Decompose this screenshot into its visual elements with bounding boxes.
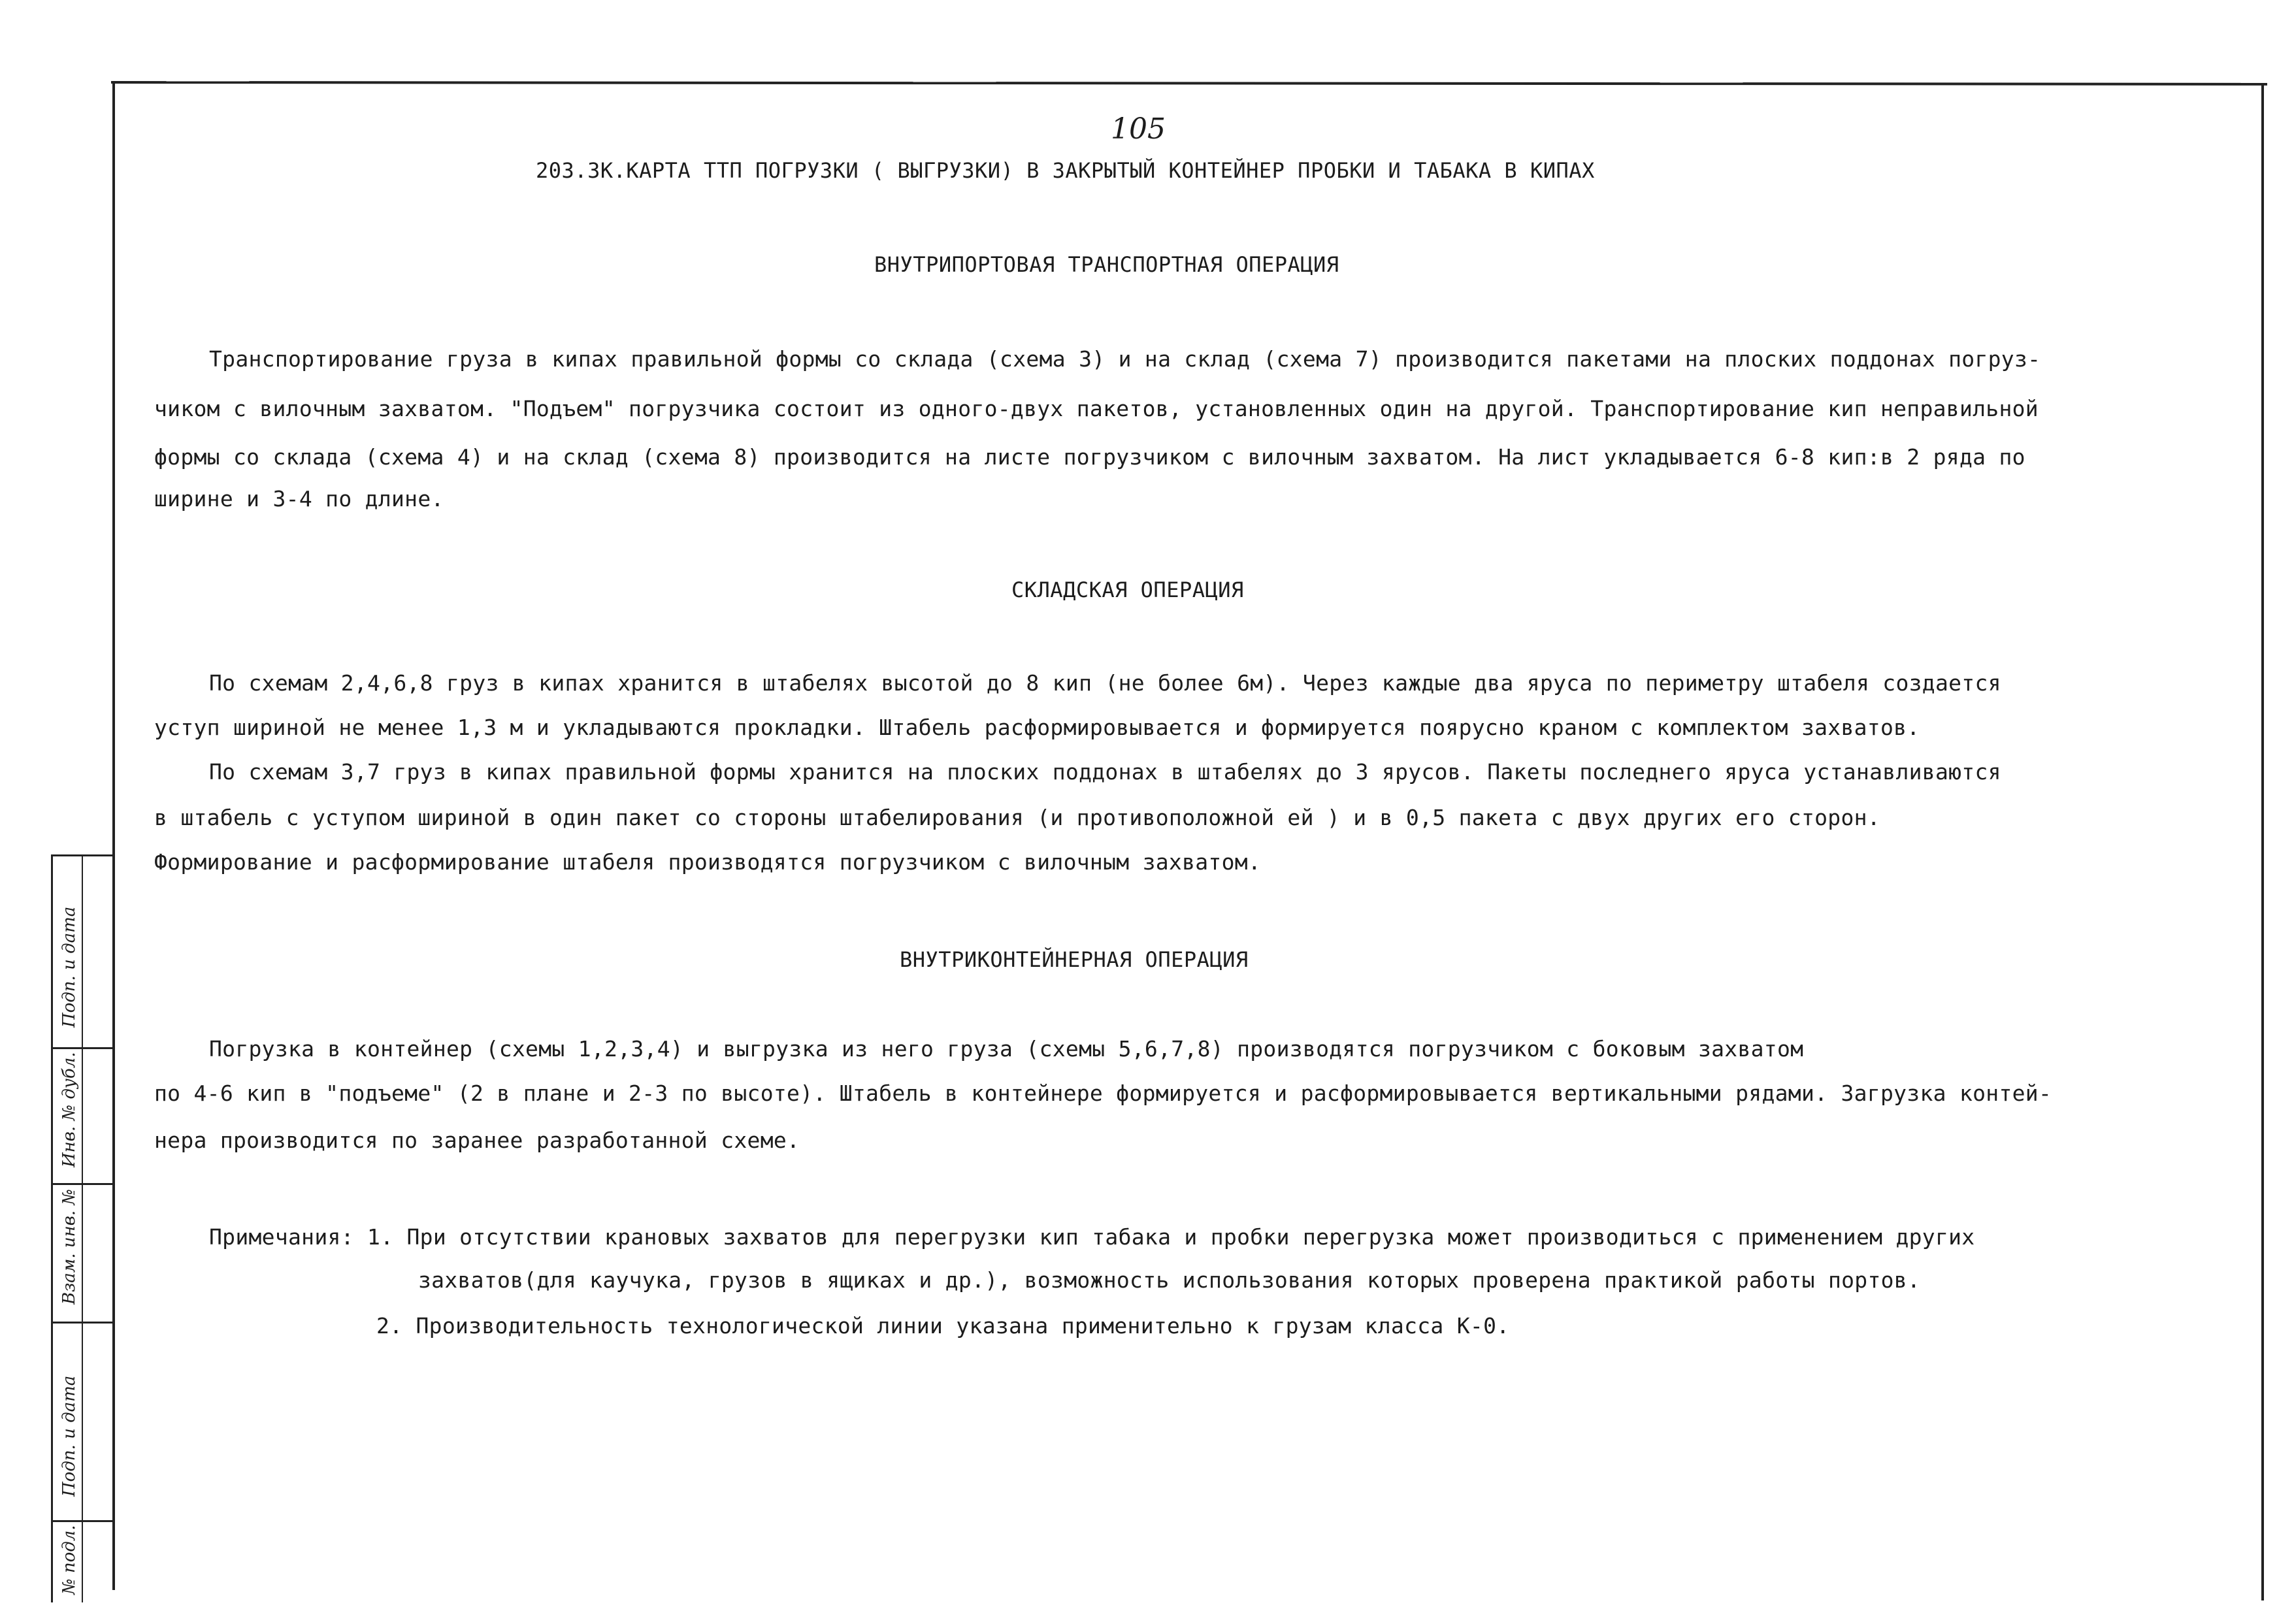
stamp-label: Инв. № дубл.: [59, 1052, 79, 1167]
page-number: 105: [1111, 112, 1166, 146]
section-heading-transport: ВНУТРИПОРТОВАЯ ТРАНСПОРТНАЯ ОПЕРАЦИЯ: [874, 252, 1339, 277]
stamp-label: Взам. инв. №: [59, 1188, 79, 1305]
stamp-row-divider: [53, 1322, 114, 1324]
paragraph-line: нера производится по заранее разработанной схеме.: [154, 1128, 800, 1153]
paragraph-line: уступ шириной не менее 1,3 м и укладываются прокладки. Штабель расформировывается и формируется поярусно краном с комплектом захватов.: [154, 715, 1920, 740]
stamp-label: № подл.: [59, 1525, 79, 1595]
paragraph-line: Транспортирование груза в кипах правильной формы со склада (схема 3) и на склад (схема 7) производится пакетами на плоских поддонах погруз-: [209, 346, 2041, 372]
paragraph-line: чиком с вилочным захватом. "Подъем" погрузчика состоит из одного-двух пакетов, установленных один на другой. Транспортирование кип неправильной: [154, 396, 2039, 421]
paragraph-line: По схемам 2,4,6,8 груз в кипах хранится в штабелях высотой до 8 кип (не более 6м). Через каждые два яруса по периметру штабеля создается: [209, 670, 2001, 696]
approval-stamp-panel: [51, 854, 114, 1602]
stamp-label: Подп. и дата: [59, 906, 79, 1028]
paragraph-line: Погрузка в контейнер (схемы 1,2,3,4) и выгрузка из него груза (схемы 5,6,7,8) производятся погрузчиком с боковым захватом: [209, 1036, 1804, 1062]
paragraph-line: по 4-6 кип в "подъеме" (2 в плане и 2-3 по высоте). Штабель в контейнере формируется и расформировывается вертикальными рядами. Загрузка контей-: [154, 1080, 2052, 1106]
stamp-row-divider: [53, 1520, 114, 1522]
notes-line: 2. Производительность технологической линии указана применительно к грузам класса К-0.: [376, 1313, 1510, 1339]
paragraph-line: в штабель с уступом шириной в один пакет со стороны штабелирования (и противоположной ей ) и в 0,5 пакета с двух других его сторон.: [154, 805, 1880, 830]
frame-top-border: [111, 81, 2267, 86]
section-heading-container: ВНУТРИКОНТЕЙНЕРНАЯ ОПЕРАЦИЯ: [900, 947, 1249, 972]
stamp-row-divider: [53, 1047, 114, 1049]
stamp-row-divider: [53, 1183, 114, 1185]
stamp-label: Подп. и дата: [59, 1375, 79, 1497]
paragraph-line: ширине и 3-4 по длине.: [154, 486, 444, 512]
notes-line: захватов(для каучука, грузов в ящиках и др.), возможность использования которых проверена практикой работы портов.: [418, 1267, 1921, 1293]
frame-right-border: [2261, 85, 2264, 1600]
notes-line: Примечания: 1. При отсутствии крановых захватов для перегрузки кип табака и пробки перегрузка может производиться с применением других: [209, 1224, 1975, 1250]
document-title: 203.3К.КАРТА ТТП ПОГРУЗКИ ( ВЫГРУЗКИ) В ЗАКРЫТЫЙ КОНТЕЙНЕР ПРОБКИ И ТАБАКА В КИПАХ: [536, 158, 1595, 183]
paragraph-line: По схемам 3,7 груз в кипах правильной формы хранится на плоских поддонах в штабелях до 3 ярусов. Пакеты последнего яруса устанавливаются: [209, 759, 2001, 785]
section-heading-warehouse: СКЛАДСКАЯ ОПЕРАЦИЯ: [1011, 577, 1244, 602]
paragraph-line: формы со склада (схема 4) и на склад (схема 8) производится на листе погрузчиком с вилочным захватом. На лист укладывается 6-8 кип:в 2 ряда по: [154, 444, 2025, 470]
paragraph-line: Формирование и расформирование штабеля производятся погрузчиком с вилочным захватом.: [154, 849, 1262, 875]
stamp-column-divider: [82, 856, 83, 1602]
